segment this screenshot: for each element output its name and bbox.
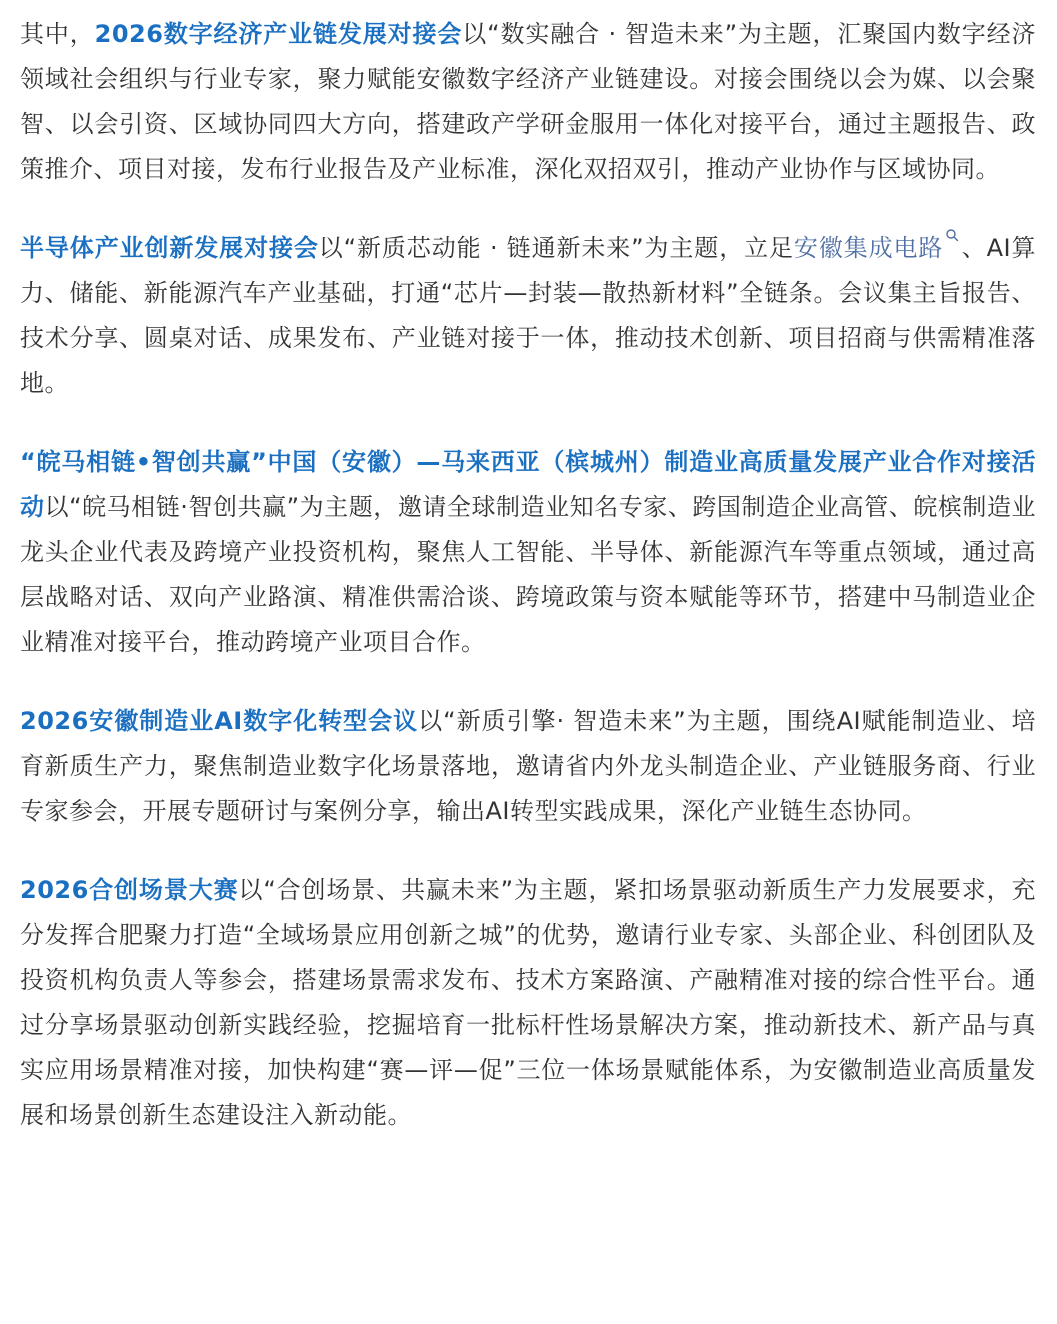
keyword-link-label[interactable]: 安徽集成电路	[793, 234, 944, 262]
paragraph-text: 以“皖马相链·智创共赢”为主题，邀请全球制造业知名专家、跨国制造企业高管、皖槟制造业龙头企业代表及跨境产业投资机构，聚焦人工智能、半导体、新能源汽车等重点领域，通过高层战略对话、双向产业路演、精准供需洽谈、跨境政策与资本赋能等环节，搭建中马制造业企业精准对接平台，推动跨境产业项目合作。	[20, 493, 1037, 656]
paragraph-text: 以“新质芯动能 · 链通新未来”为主题，立足	[318, 234, 794, 262]
paragraph-text: 以“新质引擎· 智造未来”为主题，围绕AI赋能制造业、培育新质生产力，聚焦制造业数字化场景落地，邀请省内外龙头制造企业、产业链服务商、行业专家参会，开展专题研讨与案例分享，输出AI转型实践成果，深化产业链生态协同。	[20, 707, 1036, 825]
paragraph-text: 以“合创场景、共赢未来”为主题，紧扣场景驱动新质生产力发展要求，充分发挥合肥聚力打造“全域场景应用创新之城”的优势，邀请行业专家、头部企业、科创团队及投资机构负责人等参会，搭建场景需求发布、技术方案路演、产融精准对接的综合性平台。通过分享场景驱动创新实践经验，挖掘培育一批标杆性场景解决方案，推动新技术、新产品与真实应用场景精准对接，加快构建“赛—评—促”三位一体场景赋能体系，为安徽制造业高质量发展和场景创新生态建设注入新动能。	[20, 876, 1037, 1129]
keyword-link-ic[interactable]	[794, 234, 961, 262]
article-body	[20, 12, 1036, 1172]
event-title-ai-transformation: 2026安徽制造业AI数字化转型会议	[20, 707, 419, 735]
search-icon[interactable]	[945, 228, 961, 248]
paragraph-ai-transformation	[20, 699, 1036, 834]
event-title-digital-economy: 2026数字经济产业链发展对接会	[94, 20, 463, 48]
paragraph-malaysia	[20, 440, 1036, 665]
paragraph-text: 以“数实融合 · 智造未来”为主题，汇聚国内数字经济领域社会组织与行业专家，聚力赋能安徽数字经济产业链建设。对接会围绕以会为媒、以会聚智、以会引资、区域协同四大方向，搭建政产学研金服用一体化对接平台，通过主题报告、政策推介、项目对接，发布行业报告及产业标准，深化双招双引，推动产业协作与区域协同。	[20, 20, 1036, 183]
paragraph-semiconductor	[20, 226, 1036, 406]
event-title-malaysia: “皖马相链•智创共赢”中国（安徽）—马来西亚（槟城州）制造业高质量发展产业合作对接活动	[20, 448, 1036, 521]
paragraph-text: 、AI算力、储能、新能源汽车产业基础，打通“芯片—封装—散热新材料”全链条。会议集主旨报告、技术分享、圆桌对话、成果发布、产业链对接于一体，推动技术创新、项目招商与供需精准落地。	[20, 234, 1036, 397]
event-title-semiconductor: 半导体产业创新发展对接会	[20, 234, 319, 262]
paragraph-digital-economy	[20, 12, 1036, 192]
paragraph-scenario-contest	[20, 868, 1036, 1138]
event-title-scenario-contest: 2026合创场景大赛	[20, 876, 239, 904]
paragraph-prefix: 其中，	[20, 20, 95, 48]
